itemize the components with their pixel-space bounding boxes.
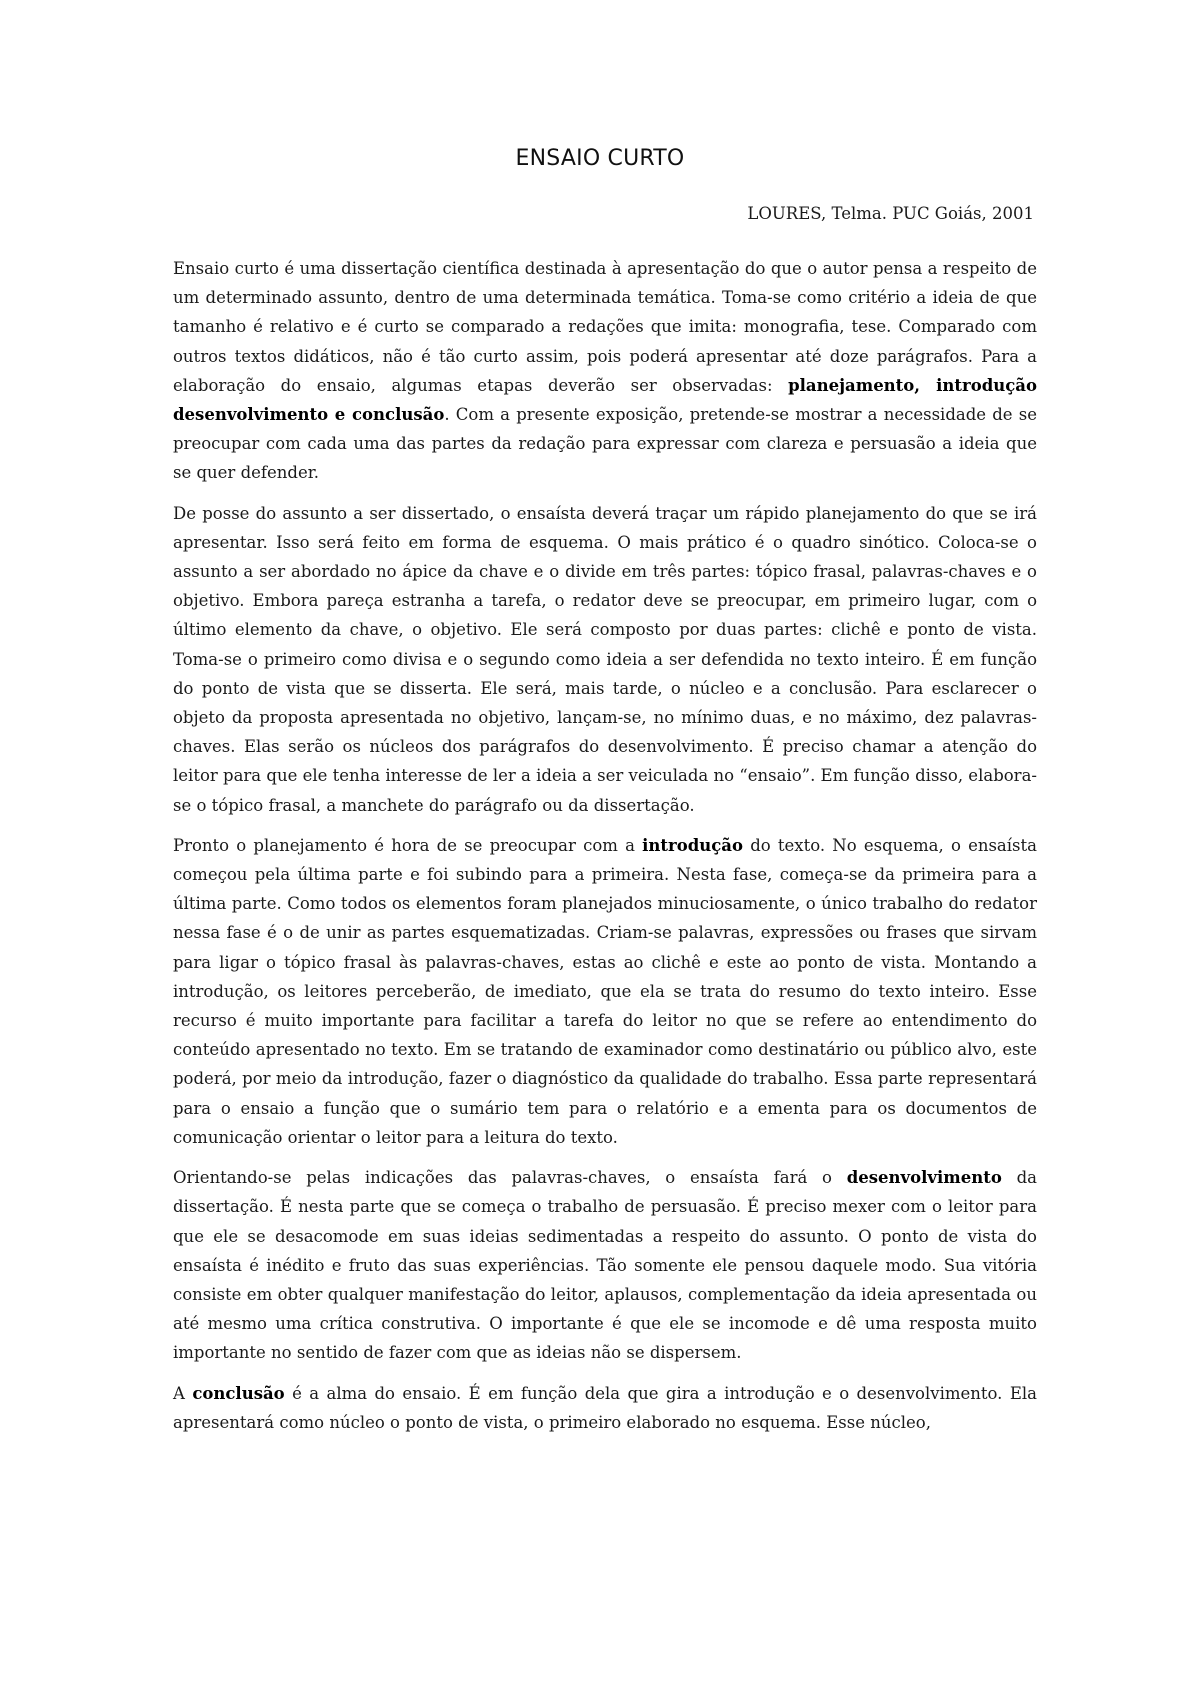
paragraph-text: do texto. No esquema, o ensaísta começou pela última parte e foi subindo para a primeira. Nesta fase, começa-se da primeira para a última parte. Como todos os elementos foram planejados minuciosamente, o único trabalho do redator nessa fase é o de unir as partes esquematizadas. Criam-se palavras, expressões ou frases que sirvam para ligar o tópico frasal às palavras-chaves, estas ao clichê e este ao ponto de vista. Montando a introdução, os leitores perceberão, de imediato, que ela se trata do resumo do texto inteiro. Esse recurso é muito importante para facilitar a tarefa do leitor no que se refere ao entendimento do conteúdo apresentado no texto. Em se tratando de examinador como destinatário ou público alvo, este poderá, por meio da introdução, fazer o diagnóstico da qualidade do trabalho. Essa parte representará para o ensaio a função que o sumário tem para o relatório e a ementa para os documentos de comunicação orientar o leitor para a leitura do texto. (173, 835, 1037, 1147)
paragraph-text: A (173, 1383, 193, 1403)
paragraph-text: é a alma do ensaio. É em função dela que gira a introdução e o desenvolvimento. Ela apresentará como núcleo o ponto de vista, o primeiro elaborado no esquema. Esse núcleo, (173, 1383, 1037, 1432)
paragraph-text: De posse do assunto a ser dissertado, o ensaísta deverá traçar um rápido planejamento do que se irá apresentar. Isso será feito em forma de esquema. O mais prático é o quadro sinótico. Coloca-se o assunto a ser abordado no ápice da chave e o divide em três partes: tópico frasal, palavras-chaves e o objetivo. Embora pareça estranha a tarefa, o redator deve se preocupar, em primeiro lugar, com o último elemento da chave, o objetivo. Ele será composto por duas partes: clichê e ponto de vista. Toma-se o primeiro como divisa e o segundo como ideia a ser defendida no texto inteiro. É em função do ponto de vista que se disserta. Ele será, mais tarde, o núcleo e a conclusão. Para esclarecer o objeto da proposta apresentada no objetivo, lançam-se, no mínimo duas, e no máximo, dez palavras-chaves. Elas serão os núcleos dos parágrafos do desenvolvimento. É preciso chamar a atenção do leitor para que ele tenha interesse de ler a ideia a ser veiculada no “ensaio”. Em função disso, elabora-se o tópico frasal, a manchete do parágrafo ou da dissertação. (173, 503, 1037, 815)
document-body (173, 254, 1037, 1448)
bold-keyword-desenvolvimento: desenvolvimento (846, 1168, 1002, 1188)
paragraph-conclusion (173, 1379, 1037, 1437)
author-citation: LOURES, Telma. PUC Goiás, 2001 (747, 204, 1034, 223)
paragraph-text: Ensaio curto é uma dissertação científica destinada à apresentação do que o autor pensa a respeito de um determinado assunto, dentro de uma determinada temática. Toma-se como critério a ideia de que tamanho é relativo e é curto se comparado a redações que imita: monografia, tese. Comparado com outros textos didáticos, não é tão curto assim, pois poderá apresentar até doze parágrafos. Para a elaboração do ensaio, algumas etapas deverão ser observadas: (173, 259, 1037, 395)
bold-keyword-introducao: introdução (642, 835, 743, 855)
paragraph-text: da dissertação. É nesta parte que se começa o trabalho de persuasão. É preciso mexer com o leitor para que ele se desacomode em suas ideias sedimentadas a respeito do assunto. O ponto de vista do ensaísta é inédito e fruto das suas experiências. Tão somente ele pensou daquele modo. Sua vitória consiste em obter qualquer manifestação do leitor, aplausos, complementação da ideia apresentada ou até mesmo uma crítica construtiva. O importante é que ele se incomode e dê uma resposta muito importante no sentido de fazer com que as ideias não se dispersem. (173, 1168, 1037, 1363)
paragraph-planning (173, 499, 1037, 820)
paragraph-text: Pronto o planejamento é hora de se preocupar com a (173, 835, 643, 855)
paragraph-text: . Com a presente exposição, pretende-se mostrar a necessidade de se preocupar com cada uma das partes da redação para expressar com clareza e persuasão a ideia que se quer defender. (173, 405, 1037, 483)
bold-keywords: planejamento, introdução desenvolvimento e conclusão (173, 375, 1037, 425)
paragraph-development (173, 1163, 1037, 1367)
document-title: ENSAIO CURTO (515, 146, 685, 171)
paragraph-text: Orientando-se pelas indicações das palavras-chaves, o ensaísta fará o (173, 1168, 847, 1188)
bold-keyword-conclusao: conclusão (192, 1383, 285, 1403)
paragraph-intro (173, 254, 1037, 488)
paragraph-introduction (173, 831, 1037, 1152)
